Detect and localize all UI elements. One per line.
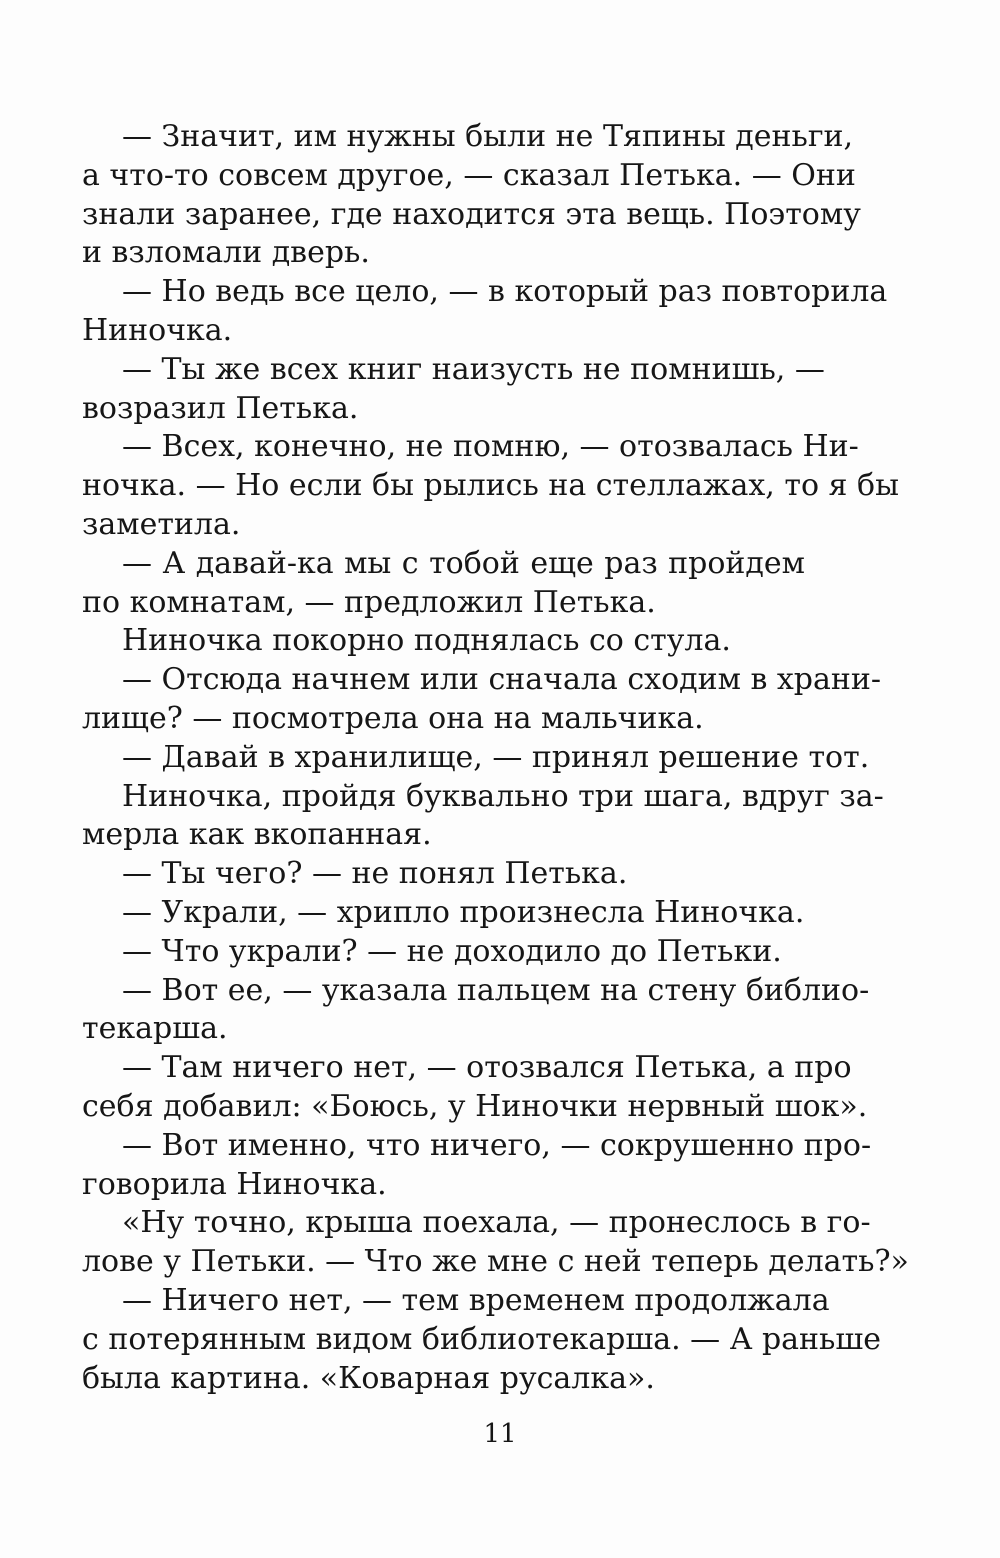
text-line: — Ничего нет, — тем временем продолжала [122,1282,830,1318]
text-line: — Там ничего нет, — отозвался Петька, а про [122,1050,852,1086]
text-line: и взломали дверь. [82,235,370,271]
text-line: — Ты же всех книг наизусть не помнишь, — [122,351,825,387]
text-line: Ниночка покорно поднялась со стула. [122,623,731,659]
text-line: знали заранее, где находится эта вещь. Поэтому [82,196,861,232]
text-line: — Давай в хранилище, — принял решение тот. [122,739,870,775]
text-line: — Вот именно, что ничего, — сокрушенно про- [122,1127,872,1163]
text-line: — Но ведь все цело, — в который раз повторила [122,274,888,310]
text-line: Ниночка. [82,312,233,348]
text-line: себя добавил: «Боюсь, у Ниночки нервный шок». [82,1088,868,1124]
text-line: лове у Петьки. — Что же мне с ней теперь делать?» [82,1244,909,1280]
text-line: а что-то совсем другое, — сказал Петька. — Они [82,157,856,193]
text-line: текарша. [82,1011,228,1047]
text-line: по комнатам, — предложил Петька. [82,584,656,620]
text-line: мерла как вкопанная. [82,817,432,853]
text-line: с потерянным видом библиотекарша. — А раньше [82,1321,882,1357]
page-text [82,118,909,1398]
text-line: возразил Петька. [82,390,359,426]
text-line: — Что украли? — не доходило до Петьки. [122,933,782,969]
text-line: ночка. — Но если бы рылись на стеллажах, то я бы [82,468,899,504]
text-line: — Ты чего? — не понял Петька. [122,856,628,892]
text-line: — Вот ее, — указала пальцем на стену библио- [122,972,870,1008]
text-line: заметила. [82,506,241,542]
text-line: лище? — посмотрела она на мальчика. [82,700,704,736]
text-line: — А давай-ка мы с тобой еще раз пройдем [122,545,805,581]
text-line: говорила Ниночка. [82,1166,387,1202]
text-line: — Украли, — хрипло произнесла Ниночка. [122,894,805,930]
text-line: «Ну точно, крыша поехала, — пронеслось в го- [122,1205,871,1241]
text-line: — Отсюда начнем или сначала сходим в храни- [122,662,882,698]
text-line: Ниночка, пройдя буквально три шага, вдруг за- [122,778,884,814]
text-line: — Значит, им нужны были не Тяпины деньги, [122,119,854,154]
page-number: 11 [483,1419,517,1449]
text-line: была картина. «Коварная русалка». [82,1360,655,1396]
text-line: — Всех, конечно, не помню, — отозвалась Ни- [122,429,859,465]
